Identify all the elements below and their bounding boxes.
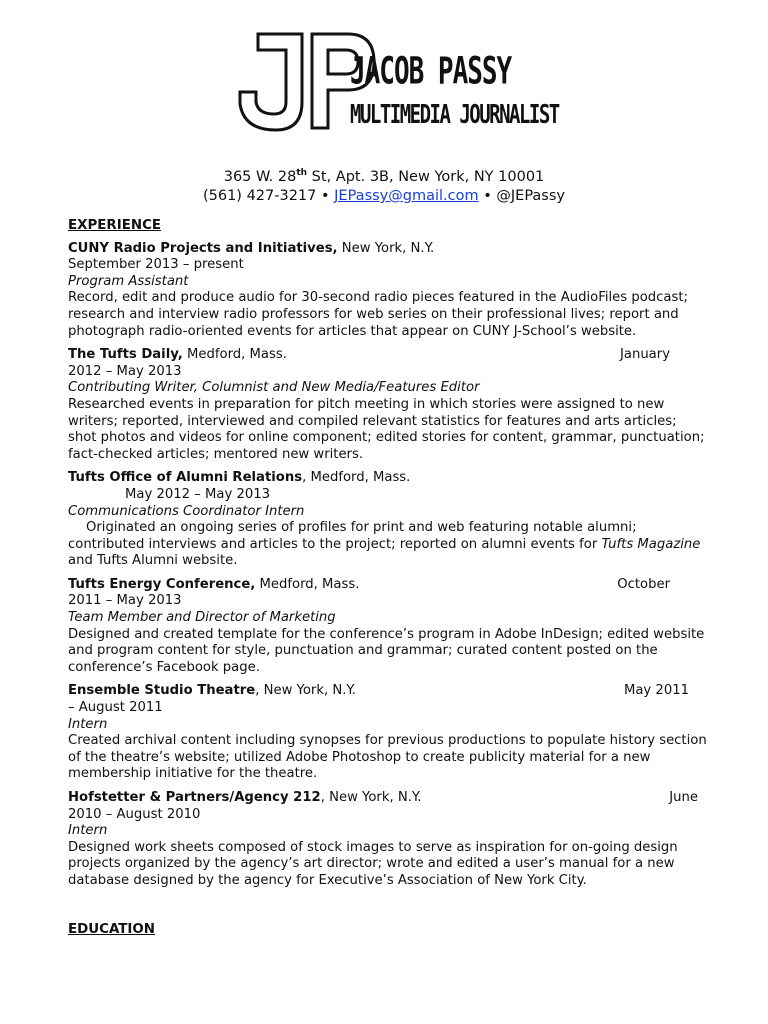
twitter-handle: • @JEPassy: [483, 188, 566, 204]
email-link[interactable]: JEPassy@gmail.com: [334, 188, 479, 204]
contact-line: [0, 188, 768, 204]
job-entry: Tufts Energy Conference, Medford, Mass. October 2011 – May 2013 Team Member and Director of Marketing Designed and created template for the conference’s program in Adobe InDesign; edited website and program content for style, punctuation and grammar; curated content posted on the conference’s Facebook page.: [68, 576, 705, 675]
logo-name: JACOB PASSY: [350, 50, 512, 94]
logo-title: MULTIMEDIA JOURNALIST: [350, 100, 559, 130]
job-entry: Tufts Office of Alumni Relations, Medford, Mass. May 2012 – May 2013 Communications Coordinator Intern Originated an ongoing series of profiles for print and web featuring notable alumni; contributed interviews and articles to the project; reported on alumni events for Tufts Magazine and Tufts Alumni website.: [68, 470, 701, 569]
education-heading: EDUCATION: [68, 922, 155, 937]
logo-letter-j: [240, 34, 302, 130]
experience-heading: EXPERIENCE: [68, 218, 162, 233]
phone: (561) 427-3217 •: [202, 188, 330, 204]
job-entry: CUNY Radio Projects and Initiatives, New York, N.Y. September 2013 – present Program Assistant Record, edit and produce audio for 30-second radio pieces featured in the AudioFiles podcast; research and interview radio professors for web series on their professional lives; report and photograph radio-oriented events for articles that appear on CUNY J-School’s website.: [68, 240, 688, 339]
job-entry: Hofstetter & Partners/Agency 212, New York, N.Y. June 2010 – August 2010 Intern Designed work sheets composed of stock images to serve as inspiration for on-going design projects organized by the agency’s art director; wrote and edited a user’s manual for a new database designed by the agency for Executive’s Association of New York City.: [68, 790, 698, 888]
job-entry: Ensemble Studio Theatre, New York, N.Y. May 2011 – August 2011 Intern Created archival content including synopses for previous productions to populate history section of the theatre’s website; utilized Adobe Photoshop to create publicity material for a new membership initiative for the theatre.: [68, 683, 707, 782]
job-entry: The Tufts Daily, Medford, Mass. January 2012 – May 2013 Contributing Writer, Columnist and New Media/Features Editor Researched events in preparation for pitch meeting in which stories were assigned to new writers; reported, interviewed and compiled relevant statistics for features and arts articles; shot photos and videos for online component; edited stories for content, grammar, punctuation; fact-checked articles; mentored new writers.: [68, 347, 705, 462]
experience-section: [68, 218, 708, 897]
address-line: 365 W. 28th St, Apt. 3B, New York, NY 10001: [223, 168, 545, 185]
